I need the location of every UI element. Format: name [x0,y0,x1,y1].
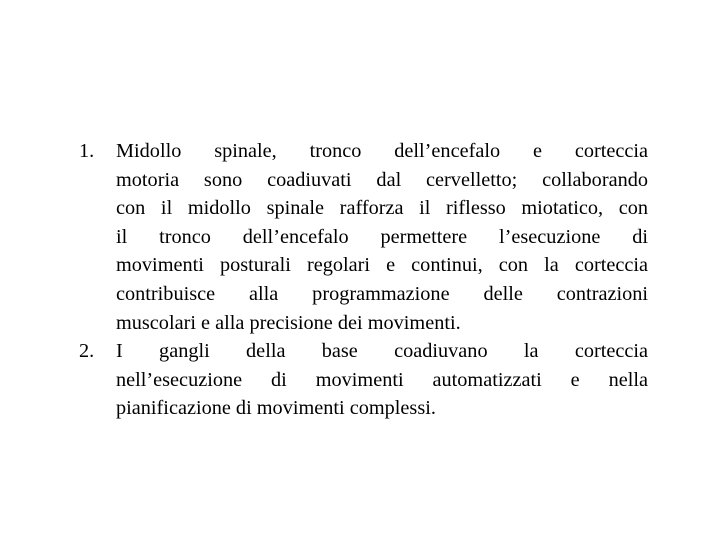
text-line: motoria sono coadiuvati dal cervelletto; collaborando [116,168,648,191]
text-line: I gangli della base coadiuvano la corteccia [116,340,648,363]
text-line: nell’esecuzione di movimenti automatizzati e nella [116,368,648,391]
text-line: movimenti posturali regolari e continui, con la corteccia [116,254,648,277]
text-line: il tronco dell’encefalo permettere l’esecuzione di [116,225,648,248]
list-item-number: 1. [79,140,95,162]
text-line: pianificazione di movimenti complessi. [116,397,436,420]
text-line: contribuisce alla programmazione delle contrazioni [116,282,648,305]
text-line: con il midollo spinale rafforza il riflesso miotatico, con [116,197,648,220]
list-item-number: 2. [79,340,95,363]
list-item [76,337,648,423]
text-line: Midollo spinale, tronco dell’encefalo e corteccia [116,140,648,162]
text-line: muscolari e alla precisione dei movimenti. [116,311,461,334]
numbered-list [76,137,648,423]
list-item [76,137,648,337]
